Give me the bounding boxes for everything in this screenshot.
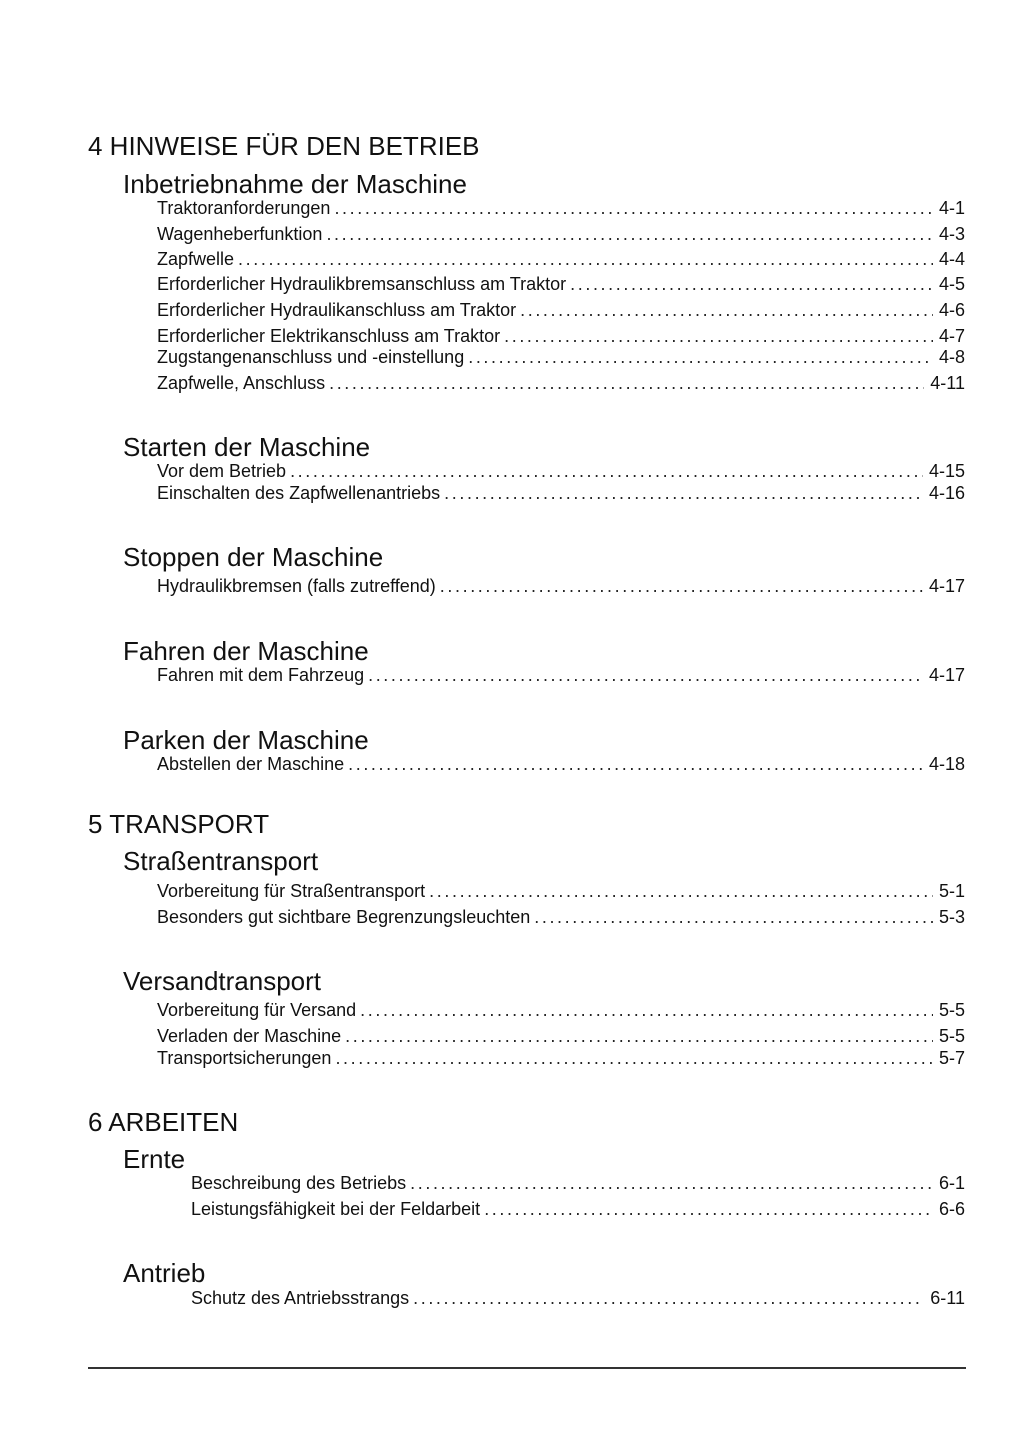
section-title-inbetriebnahme: Inbetriebnahme der Maschine (123, 169, 467, 199)
toc-entry[interactable] (157, 346, 965, 368)
section-title-fahren: Fahren der Maschine (123, 636, 369, 666)
toc-entry-page: 4-5 (938, 274, 965, 294)
chapter-title-5: 5 TRANSPORT (88, 809, 270, 839)
leader-dots (468, 346, 933, 368)
toc-entry-text: Hydraulikbremsen (falls zutreffend) (157, 576, 436, 596)
toc-entry-page: 6-1 (938, 1173, 965, 1193)
toc-entry[interactable] (157, 1025, 965, 1047)
toc-entry[interactable] (191, 1172, 965, 1194)
toc-entry-page: 5-3 (938, 907, 965, 927)
toc-entry-page: 4-11 (930, 373, 965, 393)
toc-entry-page: 4-17 (928, 576, 965, 596)
toc-entry-text: Leistungsfähigkeit bei der Feldarbeit (191, 1199, 481, 1219)
toc-entry[interactable] (157, 197, 965, 219)
section-title-starten: Starten der Maschine (123, 432, 371, 462)
toc-entry[interactable] (191, 1198, 965, 1220)
toc-entry-text: Erforderlicher Hydraulikanschluss am Traktor (157, 300, 517, 320)
section-title-ernte: Ernte (123, 1144, 186, 1174)
toc-entry[interactable] (157, 248, 965, 270)
section-title-parken: Parken der Maschine (123, 725, 369, 755)
toc-entry-page: 4-4 (938, 249, 965, 269)
toc-entry-page: 6-6 (938, 1199, 965, 1219)
toc-entry-page: 4-6 (938, 300, 965, 320)
toc-entry-text: Beschreibung des Betriebs (191, 1173, 407, 1193)
leader-dots (413, 1287, 924, 1309)
toc-entry-page: 4-1 (938, 198, 965, 218)
toc-entry-page: 4-16 (928, 483, 965, 503)
leader-dots (368, 664, 923, 686)
leader-dots (504, 325, 933, 347)
leader-dots (484, 1198, 933, 1220)
section-title-versandtransport: Versandtransport (123, 966, 322, 996)
toc-entry-text: Vor dem Betrieb (157, 461, 287, 481)
leader-dots (334, 197, 933, 219)
leader-dots (326, 223, 933, 245)
footer-rule (88, 1367, 966, 1369)
leader-dots (410, 1172, 933, 1194)
toc-entry-page: 4-15 (928, 461, 965, 481)
toc-entry[interactable] (157, 460, 965, 482)
leader-dots (360, 999, 933, 1021)
toc-entry-page: 4-17 (928, 665, 965, 685)
toc-entry-page: 5-5 (938, 1000, 965, 1020)
toc-entry[interactable] (157, 482, 965, 504)
toc-entry-text: Vorbereitung für Straßentransport (157, 881, 426, 901)
toc-entry-text: Abstellen der Maschine (157, 754, 345, 774)
toc-entry-page: 4-7 (938, 326, 965, 346)
toc-entry-text: Fahren mit dem Fahrzeug (157, 665, 365, 685)
toc-entry-text: Zapfwelle, Anschluss (157, 373, 326, 393)
toc-entry[interactable] (157, 575, 965, 597)
leader-dots (520, 299, 933, 321)
leader-dots (345, 1025, 933, 1047)
toc-entry[interactable] (157, 880, 965, 902)
leader-dots (429, 880, 933, 902)
chapter-title-4: 4 HINWEISE FÜR DEN BETRIEB (88, 131, 480, 161)
toc-entry-text: Traktoranforderungen (157, 198, 331, 218)
toc-entry[interactable] (157, 664, 965, 686)
section-title-strassentransport: Straßentransport (123, 846, 319, 876)
toc-entry[interactable] (157, 372, 965, 394)
toc-entry[interactable] (157, 325, 965, 347)
toc-entry-text: Erforderlicher Hydraulikbremsanschluss am Traktor (157, 274, 567, 294)
chapter-title-6: 6 ARBEITEN (88, 1107, 239, 1137)
leader-dots (335, 1047, 933, 1069)
toc-entry-text: Wagenheberfunktion (157, 224, 323, 244)
leader-dots (440, 575, 923, 597)
toc-entry-text: Erforderlicher Elektrikanschluss am Traktor (157, 326, 501, 346)
toc-entry-text: Verladen der Maschine (157, 1026, 342, 1046)
toc-entry-page: 4-8 (938, 347, 965, 367)
toc-entry-text: Schutz des Antriebsstrangs (191, 1288, 410, 1308)
leader-dots (290, 460, 923, 482)
toc-entry[interactable] (157, 753, 965, 775)
toc-entry-page: 4-18 (928, 754, 965, 774)
toc-entry[interactable] (157, 999, 965, 1021)
section-title-stoppen: Stoppen der Maschine (123, 542, 384, 572)
toc-entry-page: 5-1 (938, 881, 965, 901)
toc-entry[interactable] (157, 1047, 965, 1069)
toc-entry[interactable] (191, 1287, 965, 1309)
leader-dots (570, 273, 933, 295)
toc-entry-text: Besonders gut sichtbare Begrenzungsleuchten (157, 907, 531, 927)
leader-dots (238, 248, 933, 270)
leader-dots (329, 372, 924, 394)
leader-dots (348, 753, 923, 775)
leader-dots (534, 906, 933, 928)
toc-entry-text: Zugstangenanschluss und -einstellung (157, 347, 465, 367)
toc-entry[interactable] (157, 299, 965, 321)
toc-entry-text: Einschalten des Zapfwellenantriebs (157, 483, 441, 503)
toc-entry[interactable] (157, 273, 965, 295)
toc-entry-page: 6-11 (930, 1288, 965, 1308)
toc-entry[interactable] (157, 223, 965, 245)
toc-entry-page: 5-7 (938, 1048, 965, 1068)
toc-entry-page: 5-5 (938, 1026, 965, 1046)
toc-entry[interactable] (157, 906, 965, 928)
toc-entry-text: Transportsicherungen (157, 1048, 332, 1068)
section-title-antrieb: Antrieb (123, 1258, 206, 1288)
toc-entry-page: 4-3 (938, 224, 965, 244)
toc-entry-text: Zapfwelle (157, 249, 235, 269)
leader-dots (444, 482, 923, 504)
toc-entry-text: Vorbereitung für Versand (157, 1000, 357, 1020)
